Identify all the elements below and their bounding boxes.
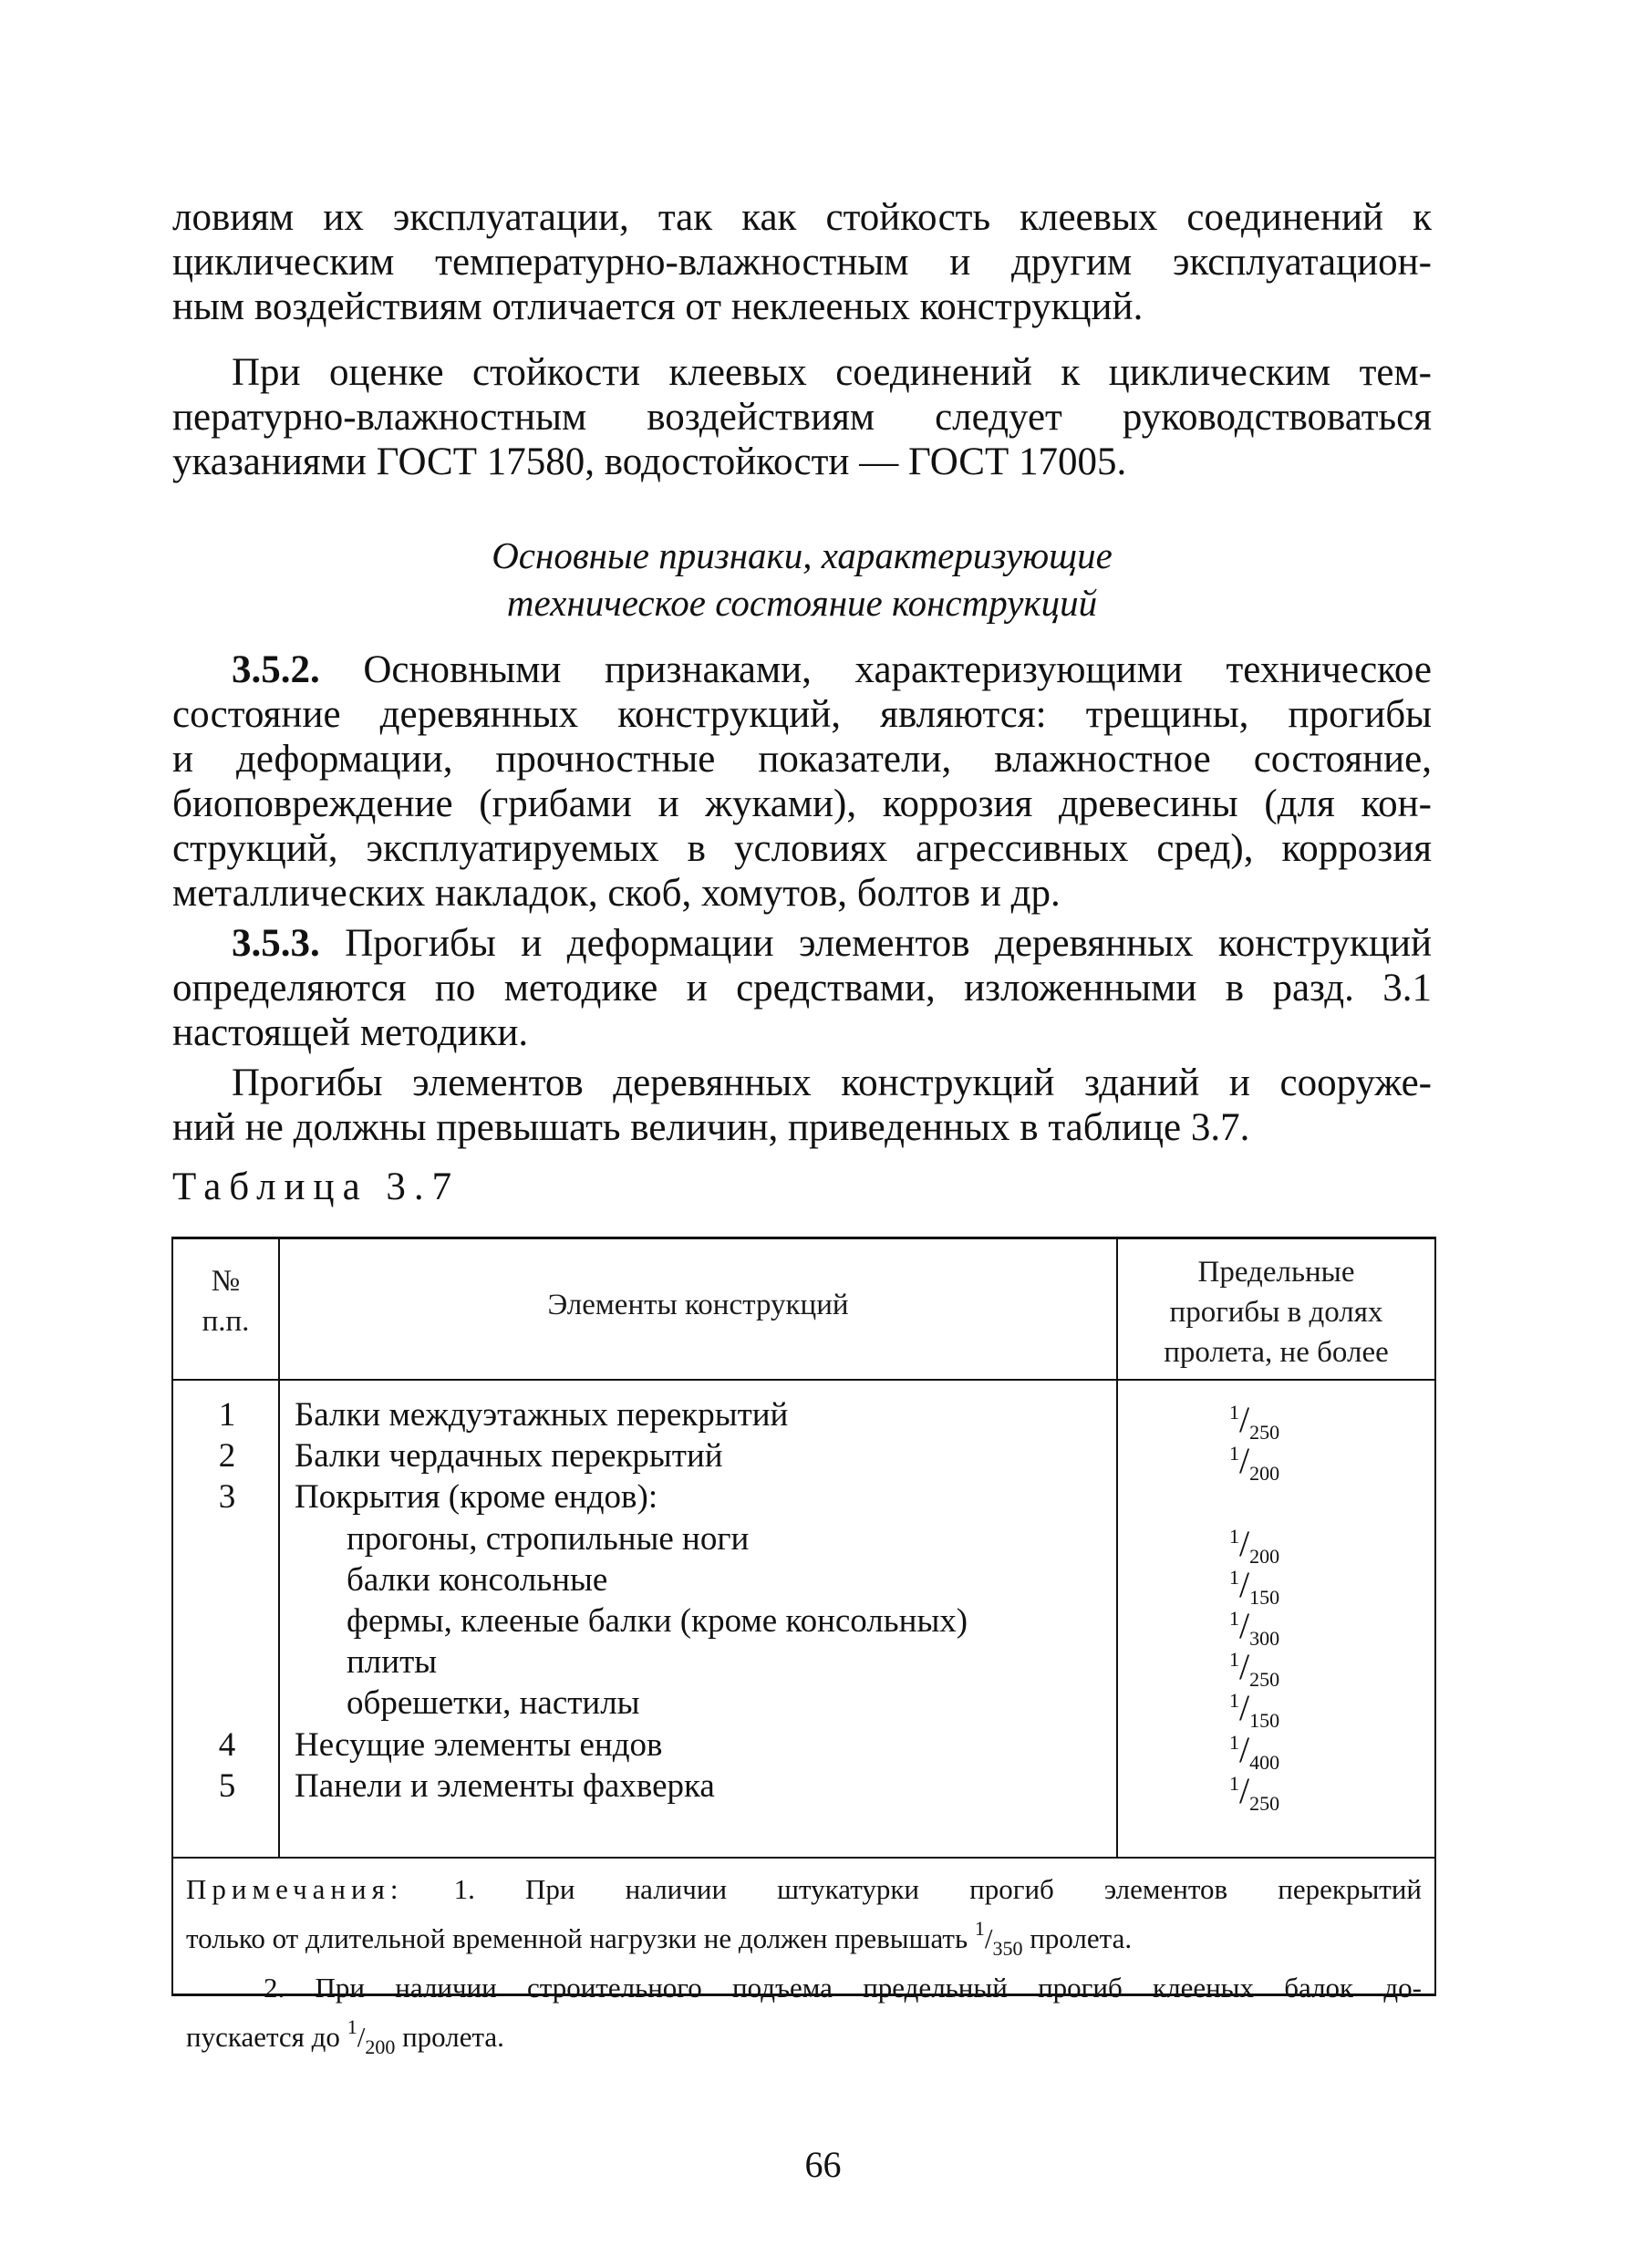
text-line: ловиям их эксплуатации, так как стойкость клеевых соединений к (172, 196, 1432, 239)
note-line: только от длительной временной нагрузки не должен превышать $^1/_{350}$ пролета. (186, 1917, 1133, 1960)
clause-number: 3.5.3. (232, 922, 320, 965)
text-line: металлических накладок, скоб, хомутов, болтов и др. (172, 872, 1061, 915)
paragraph-continuation (172, 195, 1432, 329)
clause-number: 3.5.2. (232, 648, 320, 691)
fraction-slash: / (1239, 1769, 1250, 1811)
heading-line: Основные признаки, характеризующие (492, 534, 1113, 576)
header-line: пролета, не более (1164, 1336, 1389, 1369)
row-element-name: обрешетки, настилы (347, 1684, 640, 1723)
row-limit-fraction (1229, 1769, 1279, 1816)
fraction-slash: / (1239, 1605, 1250, 1646)
note-text: пролета. (395, 2021, 504, 2053)
row-limit-fraction (1229, 1645, 1279, 1692)
page-number: 66 (804, 2144, 842, 2185)
header-line: Элементы конструкций (547, 1289, 849, 1321)
text-line: Прогибы элементов деревянных конструкций зданий и сооруже- (232, 1062, 1432, 1104)
header-line: прогибы в долях (1169, 1296, 1383, 1329)
fraction-numerator: 1 (1229, 1401, 1239, 1424)
text-line: ным воздействиям отличается от неклееных конструкций. (172, 285, 1144, 328)
note-text: 1. При наличии штукатурки прогиб элементов перекрытий (403, 1873, 1422, 1905)
row-limit-fraction (1229, 1439, 1279, 1486)
text-fragment: Прогибы и деформации элементов деревянных конструкций (319, 922, 1432, 965)
text-line: струкций, эксплуатируемых в условиях агрессивных сред), коррозия (172, 827, 1432, 870)
header-line: п.п. (202, 1305, 250, 1338)
text-line: циклическим температурно-влажностным и другим эксплуатацион- (172, 241, 1432, 284)
section-heading (172, 532, 1432, 627)
fraction-denominator: 400 (1249, 1750, 1280, 1774)
fraction-slash: / (1239, 1440, 1250, 1482)
row-element-name: Несущие элементы ендов (295, 1725, 663, 1764)
deflection-table (171, 1237, 1436, 2058)
text-line: При оценке стойкости клеевых соединений к циклическим тем- (232, 351, 1432, 394)
fraction-denominator: 250 (1249, 1668, 1280, 1692)
fraction-slash: / (1239, 1687, 1250, 1729)
text-line: пературно-влажностным воздействиям следует руководствоваться (172, 396, 1432, 439)
fraction-numerator: 1 (347, 2015, 357, 2038)
row-number: 4 (218, 1725, 236, 1764)
fraction-denominator: 200 (1249, 1462, 1280, 1486)
row-limit-fraction (1229, 1686, 1279, 1733)
header-elements (280, 1285, 1116, 1325)
fraction-denominator: 150 (1249, 1585, 1280, 1609)
text-line: указаниями ГОСТ 17580, водостойкости — ГОСТ 17005. (172, 440, 1127, 483)
table-caption: Таблица 3.7 (172, 1165, 461, 1208)
row-element-name: Панели и элементы фахверка (295, 1766, 715, 1805)
row-element-name: плиты (347, 1643, 438, 1682)
text-line: определяются по методике и средствами, изложенными в разд. 3.1 (172, 967, 1432, 1010)
fraction-slash: / (1239, 1522, 1250, 1564)
fraction-numerator: 1 (1229, 1730, 1239, 1754)
paragraph-3-5-3 (172, 921, 1432, 1055)
table-notes (173, 1859, 1434, 2066)
fraction-denominator: 350 (992, 1937, 1023, 1960)
fraction-denominator: 200 (1249, 1544, 1280, 1568)
fraction-numerator: 1 (1229, 1607, 1239, 1630)
notes-label: Примечания: (186, 1873, 404, 1905)
heading-line: техническое состояние конструкций (506, 582, 1098, 624)
fraction-denominator: 200 (365, 2035, 396, 2058)
row-number: 2 (218, 1437, 236, 1476)
text-line: ний не должны превышать величин, приведенных в таблице 3.7. (172, 1106, 1250, 1149)
fraction-numerator: 1 (1229, 1689, 1239, 1713)
fraction-numerator: 1 (974, 1917, 985, 1940)
paragraph-deflection-limits (172, 1061, 1432, 1150)
fraction-slash: / (1239, 1399, 1250, 1440)
row-number: 1 (218, 1396, 236, 1434)
text-line: и деформации, прочностные показатели, влажностное состояние, (172, 738, 1432, 781)
text-line: настоящей методики. (172, 1011, 529, 1054)
row-number: 3 (218, 1478, 236, 1517)
row-number: 5 (218, 1766, 236, 1805)
text-fragment: Основными признаками, характеризующими техническое (319, 648, 1432, 691)
text-line (172, 647, 1432, 692)
header-line: Предельные (1197, 1256, 1355, 1289)
fraction-numerator: 1 (1229, 1771, 1239, 1795)
fraction-denominator: 300 (1249, 1627, 1280, 1650)
note-text: пролета. (1022, 1922, 1133, 1954)
note-line: 2. При наличии строительного подъема предельный прогиб клееных балок до- (264, 1972, 1422, 2004)
row-element-name: балки консольные (347, 1560, 608, 1599)
row-limit-fraction (1229, 1398, 1279, 1445)
note-line: пускается до $^1/_{200}$ пролета. (186, 2015, 504, 2058)
row-limit-fraction (1229, 1522, 1279, 1569)
fraction-denominator: 250 (1249, 1791, 1280, 1815)
fraction-denominator: 150 (1249, 1709, 1280, 1733)
header-limit (1118, 1252, 1434, 1372)
text-line: биоповреждение (грибами и жуками), коррозия древесины (для кон- (172, 782, 1432, 825)
fraction-slash: / (1239, 1728, 1250, 1770)
note-text: только от длительной временной нагрузки не должен превышать (186, 1922, 975, 1954)
note-line (186, 1869, 1422, 1909)
fraction-numerator: 1 (1229, 1565, 1239, 1589)
fraction-denominator: 250 (1249, 1421, 1280, 1444)
header-divider (173, 1379, 1434, 1381)
paragraph-3-5-2 (172, 647, 1432, 916)
header-number (173, 1261, 278, 1341)
text-line (172, 921, 1432, 966)
row-element-name: Балки чердачных перекрытий (295, 1437, 723, 1476)
row-element-name: прогоны, стропильные ноги (347, 1519, 750, 1558)
header-line: № (211, 1265, 241, 1298)
fraction-slash: / (1239, 1646, 1250, 1688)
note-text: пускается до (186, 2021, 347, 2053)
row-limit-fraction (1229, 1728, 1279, 1775)
row-limit-fraction (1229, 1604, 1279, 1651)
fraction-numerator: 1 (1229, 1524, 1239, 1548)
fraction-slash: / (1239, 1563, 1250, 1605)
row-limit-fraction (1229, 1563, 1279, 1610)
fraction-numerator: 1 (1229, 1442, 1239, 1465)
fraction-numerator: 1 (1229, 1648, 1239, 1672)
paragraph-gost-references (172, 350, 1432, 484)
text-line: состояние деревянных конструкций, являются: трещины, прогибы (172, 693, 1432, 736)
row-element-name: Балки междуэтажных перекрытий (295, 1396, 789, 1434)
row-element-name: Покрытия (кроме ендов): (295, 1478, 658, 1517)
row-element-name: фермы, клееные балки (кроме консольных) (347, 1602, 968, 1640)
